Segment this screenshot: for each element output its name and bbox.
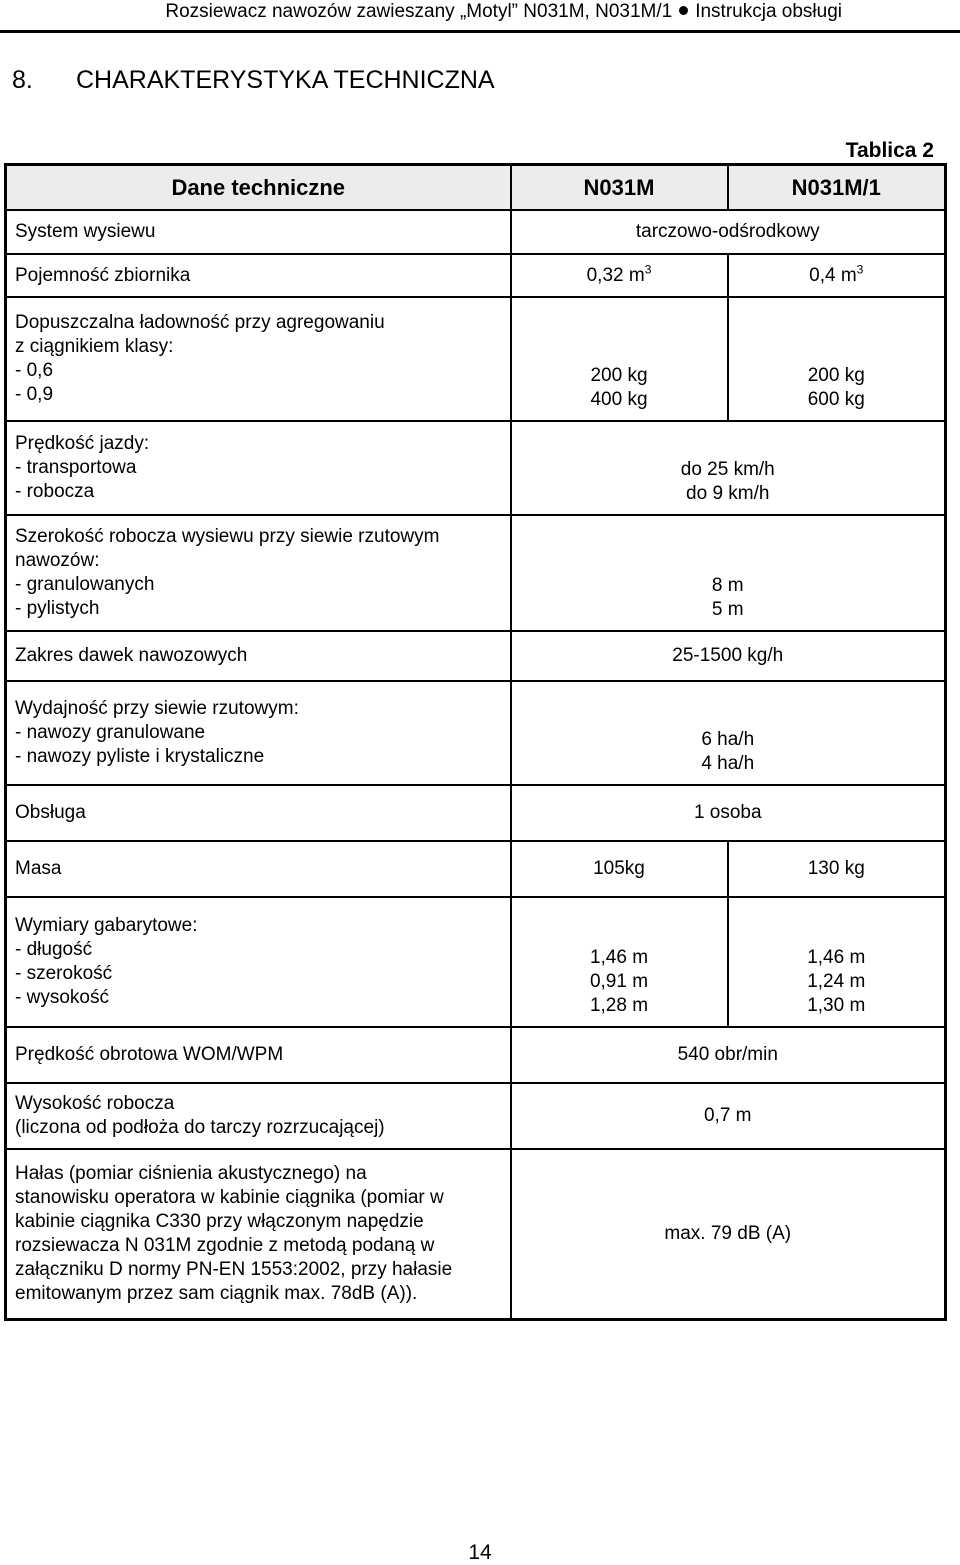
table-row (6, 1149, 946, 1319)
table-row (6, 515, 946, 631)
table-row (6, 681, 946, 785)
row-value (511, 681, 946, 785)
row-value-n031m1 (728, 897, 946, 1027)
label-line: rozsiewacza N 031M zgodnie z metodą podaną w (15, 1234, 435, 1256)
page-number: 14 (468, 1541, 492, 1564)
value-line: 600 kg (807, 389, 865, 410)
row-value: 25-1500 kg/h (511, 631, 946, 681)
row-value-n031m1: 130 kg (728, 841, 946, 897)
row-label (6, 681, 511, 785)
row-value: 0,7 m (511, 1083, 946, 1149)
row-label: Pojemność zbiornika (6, 254, 511, 297)
label-line: Prędkość jazdy: (15, 433, 150, 454)
table-row (6, 210, 946, 254)
label-line: - 0,6 (15, 360, 54, 381)
value-line: 6 ha/h (701, 729, 755, 750)
label-line: - nawozy granulowane (15, 722, 206, 743)
table-row (6, 297, 946, 421)
value-line: 5 m (711, 599, 744, 620)
label-line: - długość (15, 939, 93, 960)
row-value: tarczowo-odśrodkowy (511, 210, 946, 254)
value-line: 8 m (711, 575, 744, 596)
bullet-icon (679, 6, 688, 15)
document-subtitle: Instrukcja obsługi (695, 1, 842, 22)
label-line: - transportowa (15, 457, 137, 478)
value-line: 200 kg (590, 365, 648, 386)
row-value: max. 79 dB (A) (511, 1149, 946, 1319)
label-line: z ciągnikiem klasy: (15, 336, 174, 357)
row-label: Masa (6, 841, 511, 897)
row-label: Prędkość obrotowa WOM/WPM (6, 1027, 511, 1083)
row-label: System wysiewu (6, 210, 511, 254)
row-label: Zakres dawek nawozowych (6, 631, 511, 681)
value-line: 0,91 m (589, 971, 649, 992)
row-label: Obsługa (6, 785, 511, 841)
table-label: Tablica 2 (845, 139, 934, 162)
label-line: stanowisku operatora w kabinie ciągnika (pomiar w (15, 1186, 444, 1208)
row-value-n031m1 (728, 297, 946, 421)
row-label (6, 515, 511, 631)
value-line: 1,46 m (589, 947, 649, 968)
row-label (6, 421, 511, 515)
row-value: 1 osoba (511, 785, 946, 841)
table-row (6, 1083, 946, 1149)
label-line: - robocza (15, 481, 95, 502)
value-line: do 25 km/h (680, 459, 775, 480)
running-header-text (165, 1, 842, 23)
row-value (511, 421, 946, 515)
label-line: - nawozy pyliste i krystaliczne (15, 746, 265, 767)
table-row (6, 897, 946, 1027)
label-line: Wysokość robocza (15, 1093, 175, 1114)
label-line: Wydajność przy siewie rzutowym: (15, 698, 299, 719)
column-header-spec: Dane techniczne (6, 165, 511, 211)
row-value-n031m (511, 254, 728, 297)
row-value: 540 obr/min (511, 1027, 946, 1083)
value-line: 400 kg (590, 389, 648, 410)
label-line: - wysokość (15, 987, 109, 1008)
table-row (6, 841, 946, 897)
table-header-row (6, 165, 946, 211)
column-header-n031m1: N031M/1 (728, 165, 946, 211)
row-label (6, 297, 511, 421)
label-line: kabinie ciągnika C330 przy włączonym napędzie (15, 1210, 424, 1232)
row-label (6, 1149, 511, 1319)
value-line: 1,30 m (807, 995, 866, 1016)
value-line: 1,24 m (807, 971, 866, 992)
column-header-n031m: N031M (511, 165, 728, 211)
row-value-n031m (511, 297, 728, 421)
row-value-n031m1 (728, 254, 946, 297)
running-header (0, 0, 960, 33)
value-line: 200 kg (807, 365, 865, 386)
row-label (6, 897, 511, 1027)
value-line: 4 ha/h (701, 753, 755, 774)
label-line: Wymiary gabarytowe: (15, 915, 198, 936)
label-line: - szerokość (15, 963, 113, 984)
superscript: 3 (644, 262, 652, 277)
table-row (6, 631, 946, 681)
label-line: - 0,9 (15, 384, 54, 405)
section-heading (12, 66, 495, 95)
table-row (6, 785, 946, 841)
table-row (6, 1027, 946, 1083)
label-line: emitowanym przez sam ciągnik max. 78dB (A)). (15, 1282, 418, 1304)
label-line: Hałas (pomiar ciśnienia akustycznego) na (15, 1162, 367, 1184)
value-line: do 9 km/h (686, 483, 770, 504)
section-number: 8. (12, 66, 33, 94)
table-row (6, 254, 946, 297)
label-line: (liczona od podłoża do tarczy rozrzucającej) (15, 1117, 385, 1138)
row-value (511, 515, 946, 631)
label-line: załączniku D normy PN-EN 1553:2002, przy hałasie (15, 1258, 453, 1280)
value-line: 1,28 m (589, 995, 649, 1016)
table-row (6, 421, 946, 515)
document-title: Rozsiewacz nawozów zawieszany „Motyl” N031M, N031M/1 (165, 1, 673, 22)
row-value-n031m (511, 897, 728, 1027)
technical-data-table (4, 163, 947, 1321)
label-line: Szerokość robocza wysiewu przy siewie rzutowym (15, 526, 440, 547)
label-line: nawozów: (15, 550, 100, 571)
row-label (6, 1083, 511, 1149)
value-line: 1,46 m (807, 947, 866, 968)
section-title: CHARAKTERYSTYKA TECHNICZNA (76, 66, 495, 94)
label-line: - pylistych (15, 598, 100, 619)
label-line: - granulowanych (15, 574, 155, 595)
value-text: 0,32 m (586, 264, 645, 286)
row-value-n031m: 105kg (511, 841, 728, 897)
value-text: 0,4 m (809, 264, 857, 286)
superscript: 3 (856, 262, 864, 277)
label-line: Dopuszczalna ładowność przy agregowaniu (15, 312, 385, 333)
